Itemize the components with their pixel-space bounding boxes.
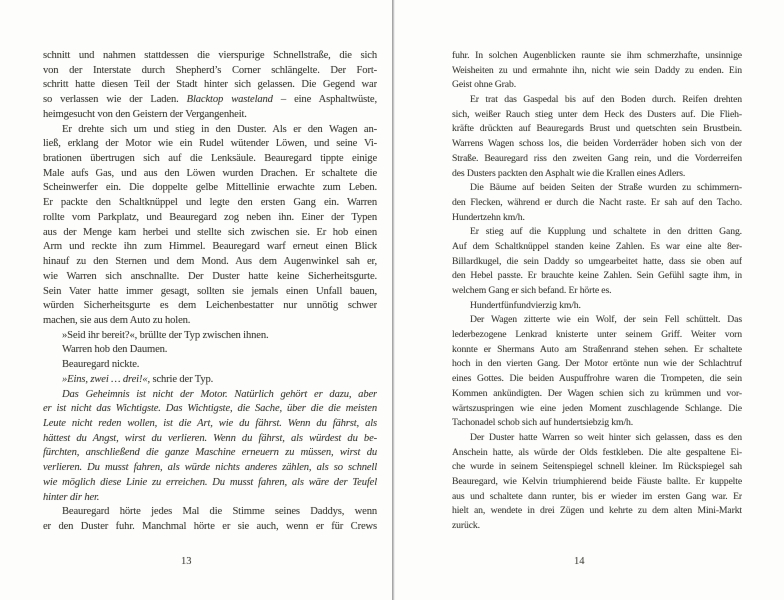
text-segment-italic: wie möglich diese Linie zu erreichen. Du musst fahren, als wäre der Teufel <box>43 476 377 488</box>
text-line <box>43 314 377 329</box>
text-line <box>452 313 742 328</box>
text-segment: Hundertzehn km/h. <box>452 211 525 223</box>
text-line <box>452 387 742 402</box>
text-line <box>43 167 377 182</box>
text-line <box>43 196 377 211</box>
text-segment: Die Bäume auf beiden Seiten der Straße wurden zu schimmern- <box>470 182 742 194</box>
text-segment: den Hebel passte. Er brauchte keine Zahlen. Sein Gefühl sagte ihm, in <box>452 270 742 282</box>
text-segment: »Seid ihr bereit?«, brüllte der Typ zwischen ihnen. <box>62 329 269 341</box>
text-line <box>43 358 377 373</box>
text-segment: er den Duster fuhr. Manchmal hörte er sie auch, wenn er für Crews <box>43 521 377 532</box>
text-line <box>452 181 742 196</box>
text-line <box>43 93 377 108</box>
text-line <box>452 211 742 226</box>
text-line <box>452 225 742 240</box>
text-segment: hielt an, wendete in drei Zügen und kehrte zu dem alten Mini-Markt <box>452 505 742 517</box>
text-segment: Hundertfünfundvierzig km/h. <box>470 299 581 311</box>
text-line <box>452 475 742 490</box>
text-segment: Beauregard nickte. <box>62 359 140 371</box>
text-segment: fuhr. In solchen Augenblicken raunte sie ihm schmerzhafte, unsinnige <box>452 50 742 61</box>
text-line <box>452 519 742 534</box>
text-line <box>43 49 377 64</box>
text-line <box>452 196 742 211</box>
text-segment: kräfte drückten auf Beauregards Brust und quetschten sein Brustbein. <box>452 123 742 135</box>
text-line <box>43 270 377 285</box>
text-segment: Beauregard hörte jedes Mal die Stimme seines Daddys, wenn <box>62 506 377 518</box>
text-line <box>43 491 377 506</box>
text-line <box>43 152 377 167</box>
text-segment: – eine Asphaltwüste, <box>272 94 377 106</box>
text-segment: rollte vom Parkplatz, und Beauregard zog neben ihn. Einer der Typen <box>43 211 377 223</box>
text-segment: Tachonadel schob sich auf hundertsiebzig km/h. <box>452 417 634 429</box>
text-line <box>452 490 742 505</box>
text-line <box>452 269 742 284</box>
text-segment-italic: er ist nicht das Wichtigste. Das Wichtigste, die Sache, über die die meisten <box>43 403 377 415</box>
text-segment-italic: »Eins, zwei … drei!« <box>62 373 148 385</box>
text-line <box>43 461 377 476</box>
text-segment: Warrens Wagen schoss los, die beiden Vorderräder hoben sich von der <box>452 138 742 150</box>
text-line <box>43 181 377 196</box>
text-segment: welchem Gang er sich befand. Er hörte es. <box>452 285 612 296</box>
text-line <box>43 240 377 255</box>
text-line <box>452 504 742 519</box>
text-line <box>43 432 377 447</box>
text-segment: den Flecken, während er durch die Nacht raste. Er sah auf den Tacho. <box>452 196 742 208</box>
page-left-text <box>43 49 377 535</box>
text-segment: Er drehte sich um und stieg in den Duster. Als er den Wagen an- <box>62 123 377 135</box>
text-line <box>43 211 377 226</box>
text-segment-italic: Das Geheimnis ist nicht der Motor. Natürlich gehört er dazu, aber <box>62 388 377 400</box>
text-segment: Straße. Beauregard riss den zweiten Gang rein, und die Vorderreifen <box>452 152 742 164</box>
text-segment: Auf dem Schaltknüppel standen keine Zahlen. Es war eine alte 8er- <box>452 240 742 252</box>
page-gutter-divider <box>392 0 395 600</box>
text-line <box>452 299 742 314</box>
text-segment: wärtszuspringen wie eine jeden Moment zuschlagende Schlange. Die <box>452 402 742 414</box>
text-segment: Anschein hatte, als würde der Olds festkleben. Die alte gespaltene Ei- <box>452 446 742 458</box>
text-segment: Sein Vater hatte immer gesagt, sollten sie jemals einen Unfall bauen, <box>43 285 377 297</box>
text-line <box>43 285 377 300</box>
text-segment: von der Interstate durch Shepherd’s Corner schlängelte. Der Fort- <box>43 64 377 76</box>
text-segment: würden Sicherheitsgurte es dem Leichenbestatter nur unnötig schwer <box>43 300 377 312</box>
text-line <box>43 343 377 358</box>
text-line <box>43 329 377 344</box>
page-number-right: 14 <box>574 556 585 567</box>
text-segment: che wurde in seinem Seitenspiegel schnell kleiner. Im Rückspiegel sah <box>452 461 742 473</box>
text-segment-italic: hättest du Angst, wirst du verlieren. Wenn du fährst, als würdest du be- <box>43 432 377 444</box>
text-segment-italic: Leute nicht reden wollen, ist die Art, wie du fährst. Wenn du fährst, als <box>43 417 377 429</box>
text-segment: Male aufs Gas, und aus den Löwen wurden Drachen. Er schaltete die <box>43 167 377 179</box>
text-line <box>452 416 742 431</box>
text-line <box>452 93 742 108</box>
text-segment: , schrie der Typ. <box>147 373 214 385</box>
text-segment: Er trat das Gaspedal bis auf den Boden durch. Reifen drehten <box>470 94 742 106</box>
text-segment: Der Duster hatte Warren so weit hinter sich gelassen, dass es den <box>470 431 742 443</box>
text-segment: Arm und reckte ihn zum Himmel. Beauregard warf erneut einen Blick <box>43 241 377 253</box>
text-segment: aus und schaltete dann runter, bis er wieder im ersten Gang war. Er <box>452 490 742 502</box>
text-line <box>452 431 742 446</box>
text-segment: Geist ohne Grab. <box>452 79 516 91</box>
text-segment: zurück. <box>452 520 480 531</box>
text-segment: brationen übertrugen sich auf die Lenksäule. Beauregard tippte einige <box>43 153 377 165</box>
text-line <box>43 123 377 138</box>
text-line <box>452 78 742 93</box>
text-segment: machen, sie aus dem Auto zu holen. <box>43 314 191 326</box>
text-line <box>43 505 377 520</box>
text-line <box>43 137 377 152</box>
text-segment: wie Warren sich anschnallte. Der Duster hatte keine Sicherheitsgurte. <box>43 270 377 282</box>
text-segment: Er stieg auf die Kupplung und schaltete in den dritten Gang. <box>470 226 742 238</box>
text-segment: schritt hatte diesen Teil der Stadt hinter sich gelassen. Die Gegend war <box>43 79 377 91</box>
text-line <box>43 299 377 314</box>
text-segment: aus der Menge kam herbei und stellte sich zwischen sie. Er hob einen <box>43 226 377 238</box>
text-segment: Kommen ankündigten. Der Wagen schien sich zu krümmen und vor- <box>452 387 742 399</box>
text-segment: schnitt und nahmen stattdessen die vierspurige Schnellstraße, die sich <box>43 50 377 61</box>
text-line <box>43 476 377 491</box>
text-segment: Er packte den Schaltknüppel und legte den ersten Gang ein. Warren <box>43 197 377 209</box>
text-line <box>452 122 742 137</box>
text-line <box>452 372 742 387</box>
text-line <box>452 137 742 152</box>
text-segment: des Dusters packten den Asphalt wie die Krallen eines Adlers. <box>452 167 686 179</box>
text-line <box>452 446 742 461</box>
text-line <box>43 255 377 270</box>
text-line <box>452 402 742 417</box>
text-segment: Warren hob den Daumen. <box>62 344 168 356</box>
text-line <box>452 460 742 475</box>
text-segment: lederbezogene Lenkrad knisterte unter seinem Griff. Weiter vorn <box>452 329 742 341</box>
text-line <box>452 328 742 343</box>
text-segment: hoch in den vierten Gang. Der Motor ertönte nun wie der Schlachtruf <box>452 358 742 370</box>
text-line <box>43 226 377 241</box>
text-segment: hinauf zu den Sternen und dem Mond. Aus dem Augenwinkel sah er, <box>43 256 377 268</box>
text-line <box>452 284 742 299</box>
text-line <box>43 446 377 461</box>
text-line <box>43 417 377 432</box>
text-line <box>43 388 377 403</box>
text-segment: Der Wagen zitterte wie ein Wolf, der sein Fell schüttelt. Das <box>470 314 742 326</box>
text-line <box>43 520 377 535</box>
text-line <box>43 64 377 79</box>
text-line <box>43 373 377 388</box>
text-line <box>452 108 742 123</box>
text-segment-italic: verlieren. Du musst fahren, als würde nichts anderes zählen, als so schnell <box>43 462 377 474</box>
text-segment: Beauregard, wie Kelvin triumphierend beide Fäuste ballte. Er kuppelte <box>452 475 742 487</box>
text-line <box>452 255 742 270</box>
text-segment: so verlassen wie der Laden. <box>43 94 187 106</box>
text-segment: eines Gottes. Die beiden Auspuffrohre waren die Trompeten, die sein <box>452 373 742 385</box>
text-line <box>452 240 742 255</box>
text-segment-italic: Blacktop wasteland <box>186 94 273 106</box>
text-line <box>43 402 377 417</box>
text-line <box>452 64 742 79</box>
text-line <box>43 108 377 123</box>
text-segment-italic: fürchten, anschließend die ganze Maschine erneuern zu müssen, wirst du <box>43 447 377 459</box>
text-segment: Scheinwerfer ein. Die doppelte gelbe Mittellinie erwachte zum Leben. <box>43 182 377 194</box>
text-line <box>452 167 742 182</box>
text-line <box>452 357 742 372</box>
text-segment: konnte er Shermans Auto am Straßenrand stehen sehen. Er schaltete <box>452 343 742 355</box>
text-segment: heimgesucht von den Geistern der Vergangenheit. <box>43 108 247 120</box>
text-segment: ließ, erklang der Motor wie ein Rudel wütender Löwen, und seine Vi- <box>43 138 377 150</box>
text-line <box>452 152 742 167</box>
page-number-left: 13 <box>181 556 192 567</box>
text-segment: Weisheiten zu und ermahnte ihn, nicht wie sein Daddy zu enden. Ein <box>452 64 742 76</box>
text-segment-italic: hinter dir her. <box>43 491 100 503</box>
text-line <box>452 49 742 64</box>
text-line <box>43 78 377 93</box>
text-segment: sich, weißer Rauch stieg unter dem Heck des Dusters auf. Die Flieh- <box>452 108 742 120</box>
text-segment: Billardkugel, die sein Daddy so umgearbeitet hatte, dass sie oben auf <box>452 255 742 267</box>
text-line <box>452 343 742 358</box>
page-right-text <box>452 49 742 534</box>
